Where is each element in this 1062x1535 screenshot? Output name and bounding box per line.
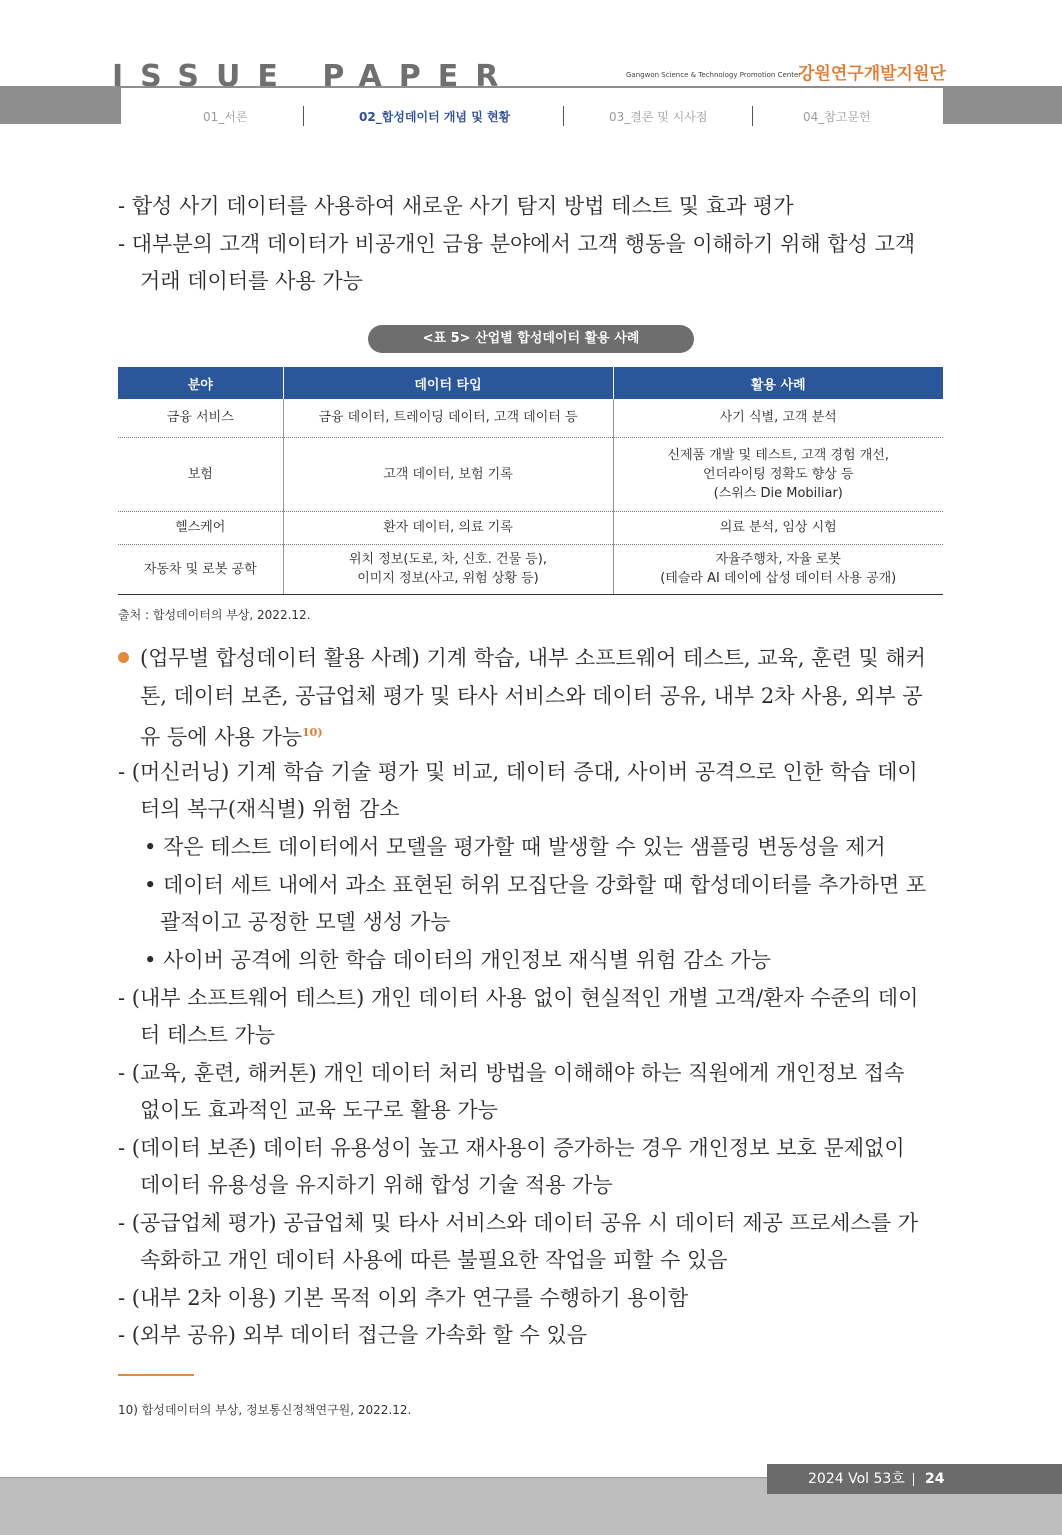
tab-synthetic-data-overview[interactable]: 02_합성데이터 개념 및 현황	[359, 110, 511, 124]
sub-line: - (내부 2차 이용) 기본 목적 이외 추가 연구를 수행하기 용이함	[118, 1286, 689, 1310]
bullet-line: (업무별 합성데이터 활용 사례) 기계 학습, 내부 소프트웨어 테스트, 교육, 훈련 및 해커	[140, 646, 926, 670]
column-header-use-case: 활용 사례	[613, 367, 943, 399]
sub-line: - (공급업체 평가) 공급업체 및 타사 서비스와 데이터 공유 시 데이터 제공 프로세스를 가	[118, 1211, 918, 1235]
sub-line: - (머신러닝) 기계 학습 기술 평가 및 비교, 데이터 증대, 사이버 공격으로 인한 학습 데이	[118, 760, 918, 784]
bullet-line-text: 유 등에 사용 가능	[140, 725, 303, 749]
intro-line: 거래 데이터를 사용 가능	[140, 269, 363, 293]
cell-line: 고객 데이터, 보험 기록	[383, 466, 513, 482]
bullet-line-with-footnote	[140, 718, 323, 752]
cell-use-case	[613, 544, 943, 594]
cell-line: 위치 정보(도로, 차, 신호. 건물 등),	[348, 552, 548, 567]
cell-line: 자율주행차, 자율 로봇	[715, 552, 841, 567]
sub-line: - (외부 공유) 외부 데이터 접근을 가속화 할 수 있음	[118, 1323, 587, 1347]
cell-use-case	[613, 437, 943, 511]
cell-field: 헬스케어	[118, 511, 283, 544]
cell-line: 신제품 개발 및 테스트, 고객 경험 개선,	[667, 447, 889, 463]
cell-data-type	[283, 437, 613, 511]
cell-data-type	[283, 399, 613, 437]
cell-field: 금융 서비스	[166, 410, 234, 426]
sub-line: 속화하고 개인 데이터 사용에 따른 불필요한 작업을 피할 수 있음	[140, 1248, 728, 1272]
brand-title: ISSUE PAPER	[112, 59, 516, 86]
cell-use-case	[613, 511, 943, 544]
column-header-data-type: 데이터 타입	[283, 367, 613, 399]
table-row	[118, 399, 943, 437]
sub-line: 괄적이고 공정한 모델 생성 가능	[160, 910, 451, 934]
tab-separator	[752, 106, 753, 126]
bullet-line: 톤, 데이터 보존, 공급업체 평가 및 타사 서비스와 데이터 공유, 내부 2차 사용, 외부 공	[140, 684, 923, 708]
header-rule	[121, 86, 943, 88]
cell-field: 자동차 및 로봇 공학	[118, 544, 283, 594]
sub-line: • 데이터 세트 내에서 과소 표현된 허위 모집단을 강화할 때 합성데이터를 추가하면 포	[144, 873, 927, 897]
cell-data-type	[283, 511, 613, 544]
cell-data-type	[283, 544, 613, 594]
footer-page-box	[767, 1464, 1062, 1494]
tab-conclusion[interactable]: 03_결론 및 시사점	[609, 110, 708, 124]
sub-line: • 작은 테스트 데이터에서 모델을 평가할 때 발생할 수 있는 샘플링 변동성을 제거	[144, 835, 886, 859]
org-korean-name: 강원연구개발지원단	[798, 64, 946, 84]
orange-bullet-icon	[118, 652, 129, 663]
cell-line: 이미지 정보(사고, 위험 상황 등)	[357, 571, 539, 586]
cell-line: 사기 식별, 고객 분석	[719, 410, 837, 426]
header-gray-band-right	[943, 86, 1062, 124]
header-gray-band-left	[0, 86, 121, 124]
cell-line: 의료 분석, 임상 시험	[719, 520, 837, 535]
tab-references[interactable]: 04_참고문헌	[803, 110, 871, 124]
cell-line: 금융 데이터, 트레이딩 데이터, 고객 데이터 등	[318, 410, 578, 426]
org-english-name: Gangwon Science & Technology Promotion Center	[626, 71, 802, 79]
sub-line: 없이도 효과적인 교육 도구로 활용 가능	[140, 1098, 498, 1122]
cell-use-case	[613, 399, 943, 437]
industry-use-case-table	[118, 367, 943, 595]
cell-line: 환자 데이터, 의료 기록	[383, 520, 513, 535]
tab-introduction[interactable]: 01_서론	[203, 110, 248, 124]
footnote-marker[interactable]: 10)	[302, 726, 323, 739]
sub-line: - (데이터 보존) 데이터 유용성이 높고 재사용이 증가하는 경우 개인정보 보호 문제없이	[118, 1136, 905, 1160]
cell-line: 언더라이팅 정확도 향상 등	[702, 466, 854, 482]
sub-line: • 사이버 공격에 의한 학습 데이터의 개인정보 재식별 위험 감소 가능	[144, 948, 771, 972]
column-header-field: 분야	[118, 367, 283, 399]
cell-field: 보험	[118, 437, 283, 511]
tab-separator	[563, 106, 564, 126]
intro-line: - 합성 사기 데이터를 사용하여 새로운 사기 탐지 방법 테스트 및 효과 평가	[118, 194, 794, 218]
sub-line: 데이터 유용성을 유지하기 위해 합성 기술 적용 가능	[140, 1173, 613, 1197]
sub-line: - (교육, 훈련, 해커톤) 개인 데이터 처리 방법을 이해해야 하는 직원에게 개인정보 접속	[118, 1061, 905, 1085]
table-row	[118, 544, 943, 594]
cell-line: (테슬라 AI 데이에 삽성 데이터 사용 공개)	[660, 571, 897, 586]
table-row	[118, 511, 943, 544]
tab-separator	[303, 106, 304, 126]
footnote-text: 10) 합성데이터의 부상, 정보통신정책연구원, 2022.12.	[118, 1403, 412, 1417]
footnote-divider	[118, 1374, 194, 1376]
footer-volume: 2024 Vol 53호	[808, 1471, 905, 1487]
sub-line: - (내부 소프트웨어 테스트) 개인 데이터 사용 없이 현실적인 개별 고객/환자 수준의 데이	[118, 986, 919, 1010]
table-row	[118, 437, 943, 511]
page-number: 24	[925, 1471, 945, 1487]
intro-line: - 대부분의 고객 데이터가 비공개인 금융 분야에서 고객 행동을 이해하기 위해 합성 고객	[118, 232, 916, 256]
sub-line: 터의 복구(재식별) 위험 감소	[140, 797, 400, 821]
sub-line: 터 테스트 가능	[140, 1023, 276, 1047]
table-source: 출처 : 합성데이터의 부상, 2022.12.	[118, 608, 311, 622]
footer-separator	[913, 1473, 914, 1486]
cell-line: (스위스 Die Mobiliar)	[713, 485, 843, 501]
table-caption: <표 5> 산업별 합성데이터 활용 사례	[368, 325, 694, 353]
